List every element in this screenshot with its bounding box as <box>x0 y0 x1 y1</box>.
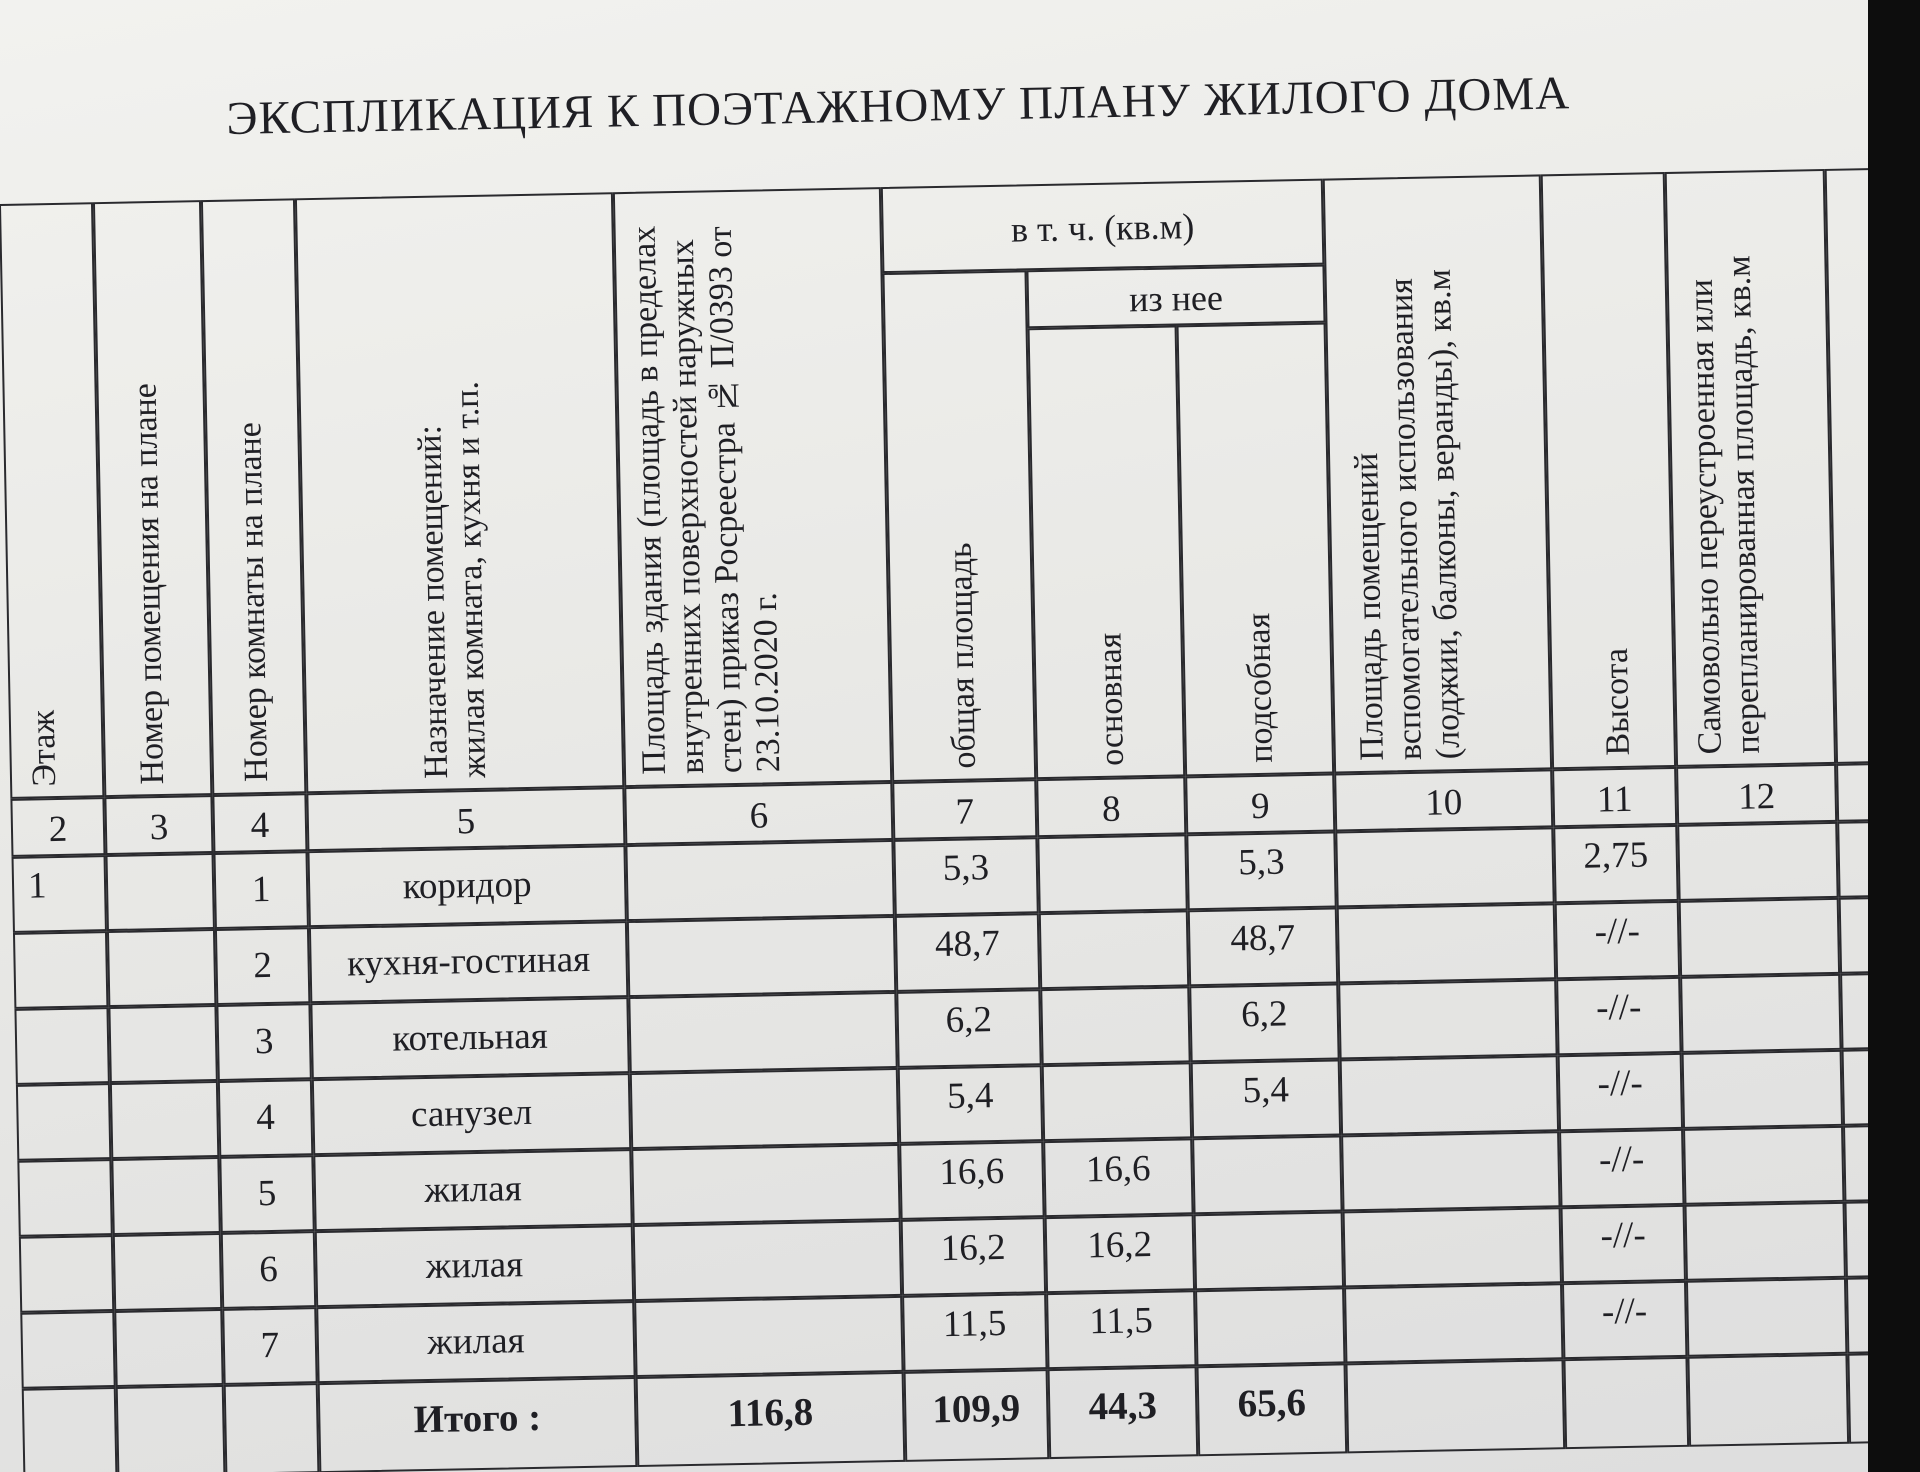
table-cell <box>898 1065 1043 1144</box>
header-room-no-label: Номер комнаты на плане <box>231 422 276 783</box>
table-cell <box>896 989 1041 1068</box>
cell-name: коридор <box>402 863 532 908</box>
table-cell <box>12 855 107 933</box>
header-total-area <box>882 270 1036 782</box>
table-cell <box>899 1141 1044 1220</box>
table-cell <box>1559 1129 1684 1207</box>
colnum-10 <box>1334 769 1553 831</box>
cell-room: 5 <box>257 1172 277 1215</box>
table-cell <box>222 1307 317 1385</box>
header-floor <box>0 202 104 799</box>
cell-height: -//- <box>1601 1290 1648 1333</box>
cell-main: 16,2 <box>1086 1224 1153 1267</box>
cell-height: -//- <box>1598 1138 1645 1181</box>
totals-cell <box>1345 1359 1565 1453</box>
table-cell <box>312 1073 631 1155</box>
table-cell <box>1188 907 1338 986</box>
table-cell <box>630 1068 899 1149</box>
colnum-6 <box>624 782 893 845</box>
table-cell <box>1344 1283 1563 1363</box>
cell-floor <box>32 1091 108 1092</box>
cell-aux <box>1197 1295 1342 1298</box>
colnum-2-text: 2 <box>48 808 68 851</box>
table-cell <box>631 1144 900 1225</box>
table-cell <box>1195 1287 1345 1366</box>
cell-main: 11,5 <box>1089 1300 1154 1343</box>
header-incl-group <box>881 179 1325 273</box>
totals-cell <box>904 1369 1050 1462</box>
cell-total: 16,2 <box>940 1226 1006 1270</box>
table-cell <box>1685 1202 1846 1281</box>
colnum-3-text: 3 <box>149 806 169 849</box>
header-floor-label: Этаж <box>24 709 64 787</box>
table-cell <box>310 997 629 1079</box>
table-cell <box>1045 1214 1195 1293</box>
colnum-6-text: 6 <box>749 795 769 837</box>
table-cell <box>1040 986 1190 1065</box>
totals-value: 44,3 <box>1088 1384 1158 1429</box>
table-cell <box>1842 1049 1868 1126</box>
cell-name: котельная <box>392 1015 549 1060</box>
totals-cell <box>1847 1353 1868 1444</box>
table-cell <box>1340 1055 1559 1135</box>
header-auxiliary <box>1177 323 1335 777</box>
cell-height: 2,75 <box>1583 834 1649 877</box>
cell-aux: 5,4 <box>1242 1069 1290 1112</box>
table-cell <box>113 1233 222 1311</box>
table-cell <box>114 1309 223 1387</box>
header-total-area-label: общая площадь <box>941 542 983 769</box>
header-unauthorized <box>1665 169 1836 767</box>
totals-value: 116,8 <box>727 1390 814 1436</box>
cell-total: 5,3 <box>942 847 990 890</box>
cell-aux <box>1196 1219 1341 1222</box>
table-cell <box>628 992 897 1073</box>
table-cell <box>1039 910 1189 989</box>
cell-main <box>1041 918 1186 921</box>
colnum-10-text: 10 <box>1424 782 1463 824</box>
cell-name: кухня-гостиная <box>346 938 591 985</box>
table-cell <box>218 1079 313 1157</box>
table-cell <box>902 1293 1047 1372</box>
table-cell <box>219 1155 314 1233</box>
table-cell <box>1343 1207 1562 1287</box>
table-cell <box>110 1081 219 1159</box>
colnum-8-text: 8 <box>1101 788 1121 830</box>
totals-value: 65,6 <box>1237 1381 1307 1426</box>
table-cell <box>1186 831 1336 910</box>
cell-room: 4 <box>255 1096 276 1139</box>
explication-table <box>0 169 1868 1472</box>
colnum-extra <box>1836 763 1868 822</box>
table-cell <box>1682 1050 1843 1129</box>
totals-cell <box>1048 1366 1199 1459</box>
header-premises-no-label: Номер помещения на плане <box>126 382 172 785</box>
totals-cell <box>1563 1357 1689 1449</box>
totals-value: Итого : <box>413 1395 542 1442</box>
header-aux-use-area-label: Площадь помещений вспомогательного использования (лоджии, балконы, веранды), кв.м <box>1348 268 1468 762</box>
table-cell <box>1191 1059 1341 1138</box>
table-cell <box>895 913 1040 992</box>
cell-name: жилая <box>426 1320 525 1364</box>
cell-total: 11,5 <box>942 1302 1007 1346</box>
table-cell <box>1553 825 1678 903</box>
table-cell <box>307 845 626 927</box>
table-cell <box>1683 1126 1844 1205</box>
table-cell <box>213 851 308 929</box>
table-cell <box>1837 821 1868 898</box>
cell-name: санузел <box>410 1091 533 1136</box>
table-cell <box>625 840 894 921</box>
totals-cell <box>636 1372 906 1467</box>
table-cell <box>1686 1278 1847 1357</box>
table-cell <box>1037 834 1187 913</box>
cell-room: 7 <box>260 1324 280 1367</box>
cell-floor <box>36 1319 112 1320</box>
totals-cell <box>22 1387 118 1472</box>
table-cell <box>1189 983 1339 1062</box>
table-cell <box>634 1296 903 1377</box>
table-cell <box>1194 1211 1344 1290</box>
table-cell <box>1555 901 1680 979</box>
cell-floor <box>34 1167 110 1168</box>
colnum-11 <box>1552 767 1677 827</box>
table-cell <box>1562 1281 1687 1359</box>
colnum-5 <box>306 787 625 851</box>
cell-aux: 48,7 <box>1230 917 1296 960</box>
table-cell <box>1846 1277 1868 1354</box>
cell-height: -//- <box>1597 1062 1644 1105</box>
totals-cell <box>318 1377 638 1472</box>
cell-aux: 5,3 <box>1237 841 1285 884</box>
table-cell <box>627 916 896 997</box>
table-cell <box>20 1311 115 1389</box>
background-edge <box>1868 0 1920 1472</box>
header-height <box>1541 172 1676 769</box>
cell-total: 48,7 <box>934 922 1001 966</box>
table-cell <box>313 1149 632 1231</box>
totals-cell <box>224 1383 320 1472</box>
table-cell <box>1043 1138 1193 1217</box>
header-incl-group-label: в т. ч. (кв.м) <box>1010 206 1195 250</box>
cell-main: 16,6 <box>1085 1148 1151 1191</box>
table-cell <box>19 1235 114 1313</box>
cell-floor <box>29 939 105 940</box>
colnum-3 <box>104 795 213 855</box>
cell-total: 16,6 <box>938 1150 1005 1194</box>
colnum-8 <box>1036 776 1186 837</box>
colnum-5-text: 5 <box>456 800 476 843</box>
cell-main <box>1039 842 1184 845</box>
table-cell <box>1046 1290 1196 1369</box>
cell-total: 6,2 <box>945 999 993 1041</box>
table-cell <box>1844 1201 1868 1278</box>
header-of-which-label: из нее <box>1128 277 1224 320</box>
cell-height: -//- <box>1595 986 1642 1029</box>
table-cell <box>1338 979 1557 1059</box>
cell-main <box>1042 994 1187 997</box>
cell-room: 1 <box>251 868 271 911</box>
header-aux-use-area <box>1323 174 1552 773</box>
table-cell <box>1337 903 1556 983</box>
table-cell <box>17 1159 112 1237</box>
header-unauthorized-label: Самовольно переустроенная или перепланированная площадь, кв.м <box>1682 255 1767 755</box>
cell-name: жилая <box>425 1244 524 1288</box>
cell-aux <box>1194 1143 1339 1146</box>
document-title: ЭКСПЛИКАЦИЯ К ПОЭТАЖНОМУ ПЛАНУ ЖИЛОГО ДОМА <box>226 67 1571 145</box>
header-main <box>1028 325 1186 779</box>
table-cell <box>1679 898 1840 977</box>
table-cell <box>16 1083 111 1161</box>
header-of-which <box>1026 265 1325 329</box>
colnum-9-text: 9 <box>1250 785 1270 828</box>
cell-room: 6 <box>258 1248 279 1291</box>
colnum-12 <box>1676 764 1837 825</box>
table-cell <box>1839 897 1868 974</box>
cell-height: -//- <box>1594 910 1641 953</box>
table-cell <box>107 929 216 1007</box>
cell-total: 5,4 <box>946 1075 994 1117</box>
header-purpose-label: Назначение помещений: жилая комната, кухня и т.п. <box>411 380 494 780</box>
cell-aux: 6,2 <box>1240 993 1288 1036</box>
totals-cell <box>116 1385 226 1472</box>
header-auxiliary-label: подсобная <box>1240 612 1280 764</box>
header-premises-no <box>93 200 212 797</box>
table-cell <box>316 1301 635 1383</box>
table-cell <box>1335 827 1554 907</box>
table-cell <box>901 1217 1046 1296</box>
table-cell <box>14 1007 109 1085</box>
cell-floor <box>31 1015 107 1016</box>
header-building-area-label: Площадь здания (площадь в пределах внутренних поверхностей наружных стен) приказ Росреестра № П/0393 от 23.10.2020 г. <box>625 225 788 775</box>
header-main-label: основная <box>1091 632 1131 767</box>
colnum-7 <box>892 779 1037 840</box>
table-cell <box>108 1005 217 1083</box>
header-height-label: Высота <box>1597 648 1637 757</box>
table-cell <box>1042 1062 1192 1141</box>
table-cell <box>1680 974 1841 1053</box>
table-cell <box>315 1225 634 1307</box>
totals-value: 109,9 <box>932 1386 1021 1432</box>
cell-floor: 1 <box>27 865 47 907</box>
colnum-11-text: 11 <box>1596 778 1633 821</box>
table-cell <box>309 921 628 1003</box>
colnum-9 <box>1185 773 1335 834</box>
colnum-7-text: 7 <box>955 791 975 833</box>
header-purpose <box>295 192 624 793</box>
table-cell <box>111 1157 220 1235</box>
table-cell <box>1840 973 1868 1050</box>
table-cell <box>893 837 1038 916</box>
cell-main <box>1044 1070 1189 1073</box>
totals-cell <box>1197 1363 1348 1456</box>
table-cell <box>1561 1205 1686 1283</box>
table-cell <box>1843 1125 1868 1202</box>
cell-floor <box>35 1243 111 1244</box>
colnum-4-text: 4 <box>250 804 270 847</box>
table-cell <box>1341 1131 1560 1211</box>
table-cell <box>105 853 214 931</box>
table-cell <box>1192 1135 1342 1214</box>
header-room-no <box>201 198 306 795</box>
table-cell <box>1677 822 1838 901</box>
cell-name: жилая <box>423 1168 523 1212</box>
cell-room: 3 <box>254 1020 274 1063</box>
totals-cell <box>1687 1354 1849 1447</box>
table-cell <box>1556 977 1681 1055</box>
cell-height: -//- <box>1600 1214 1647 1257</box>
cell-room: 2 <box>253 944 273 987</box>
table-cell <box>633 1220 902 1301</box>
table-cell <box>215 927 310 1005</box>
colnum-12-text: 12 <box>1737 776 1776 818</box>
table-cell <box>221 1231 316 1309</box>
table-cell <box>216 1003 311 1081</box>
table-cell <box>13 931 108 1009</box>
colnum-2 <box>10 797 105 857</box>
header-building-area <box>613 187 892 787</box>
table-cell <box>1558 1053 1683 1131</box>
colnum-4 <box>212 793 307 853</box>
